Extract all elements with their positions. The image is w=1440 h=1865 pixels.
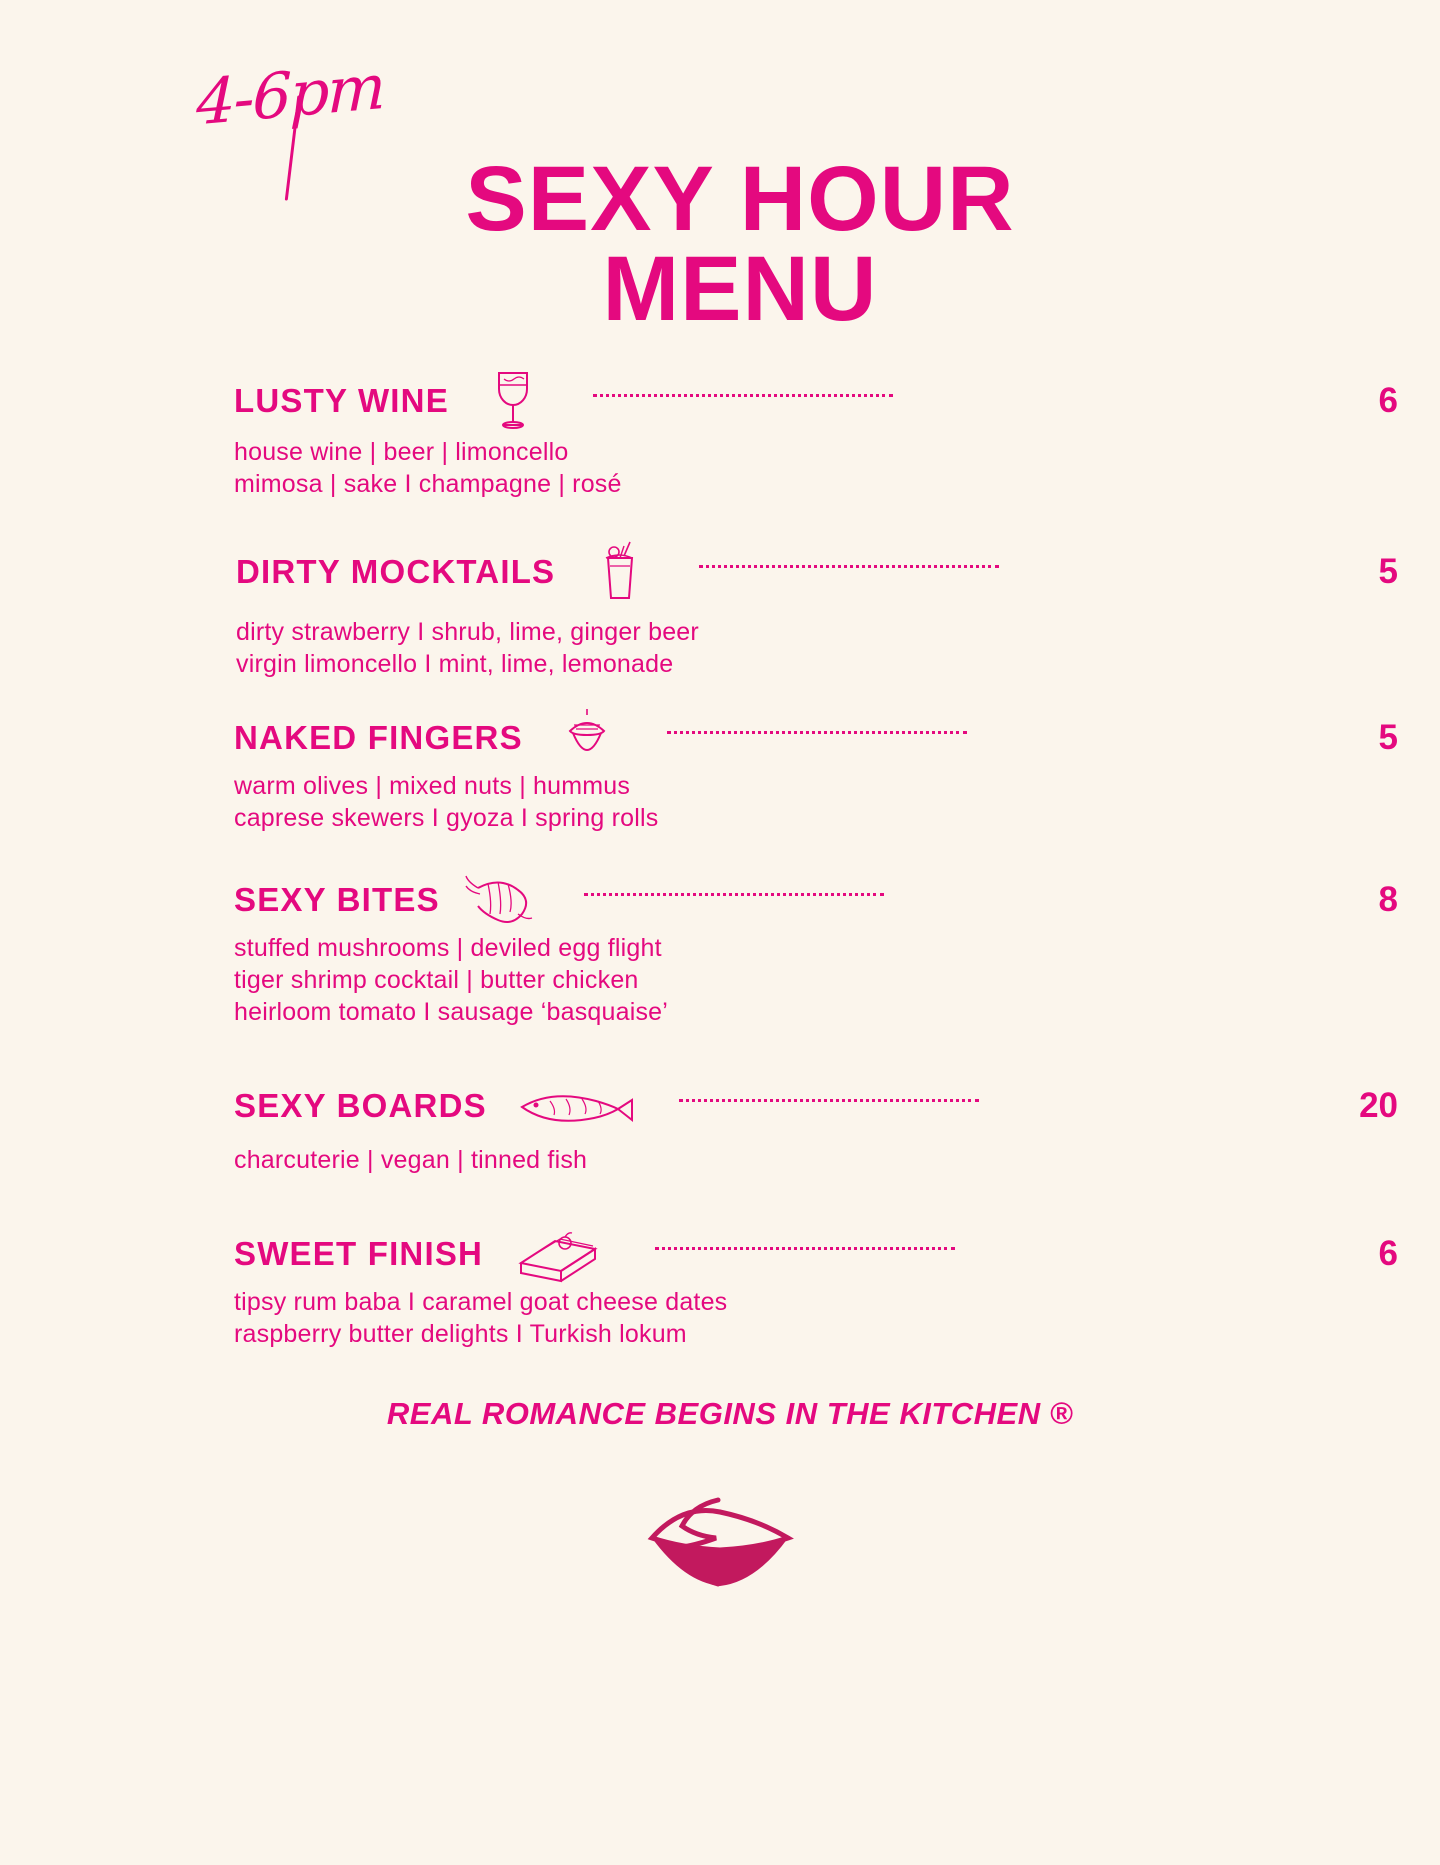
section-price: 6 xyxy=(1378,381,1398,421)
section-header xyxy=(0,1070,1440,1142)
leader-dots xyxy=(679,1099,979,1102)
leader-dots xyxy=(584,893,884,896)
menu-section-dirty-mocktails xyxy=(0,536,1440,680)
section-header xyxy=(0,368,1440,434)
section-header xyxy=(0,1218,1440,1290)
leader-dots xyxy=(655,1247,955,1250)
description-line: caprese skewers I gyoza I spring rolls xyxy=(234,804,659,833)
description-line: stuffed mushrooms | deviled egg flight xyxy=(234,934,662,963)
leader-dots xyxy=(593,394,893,397)
description-line: raspberry butter delights I Turkish lokum xyxy=(234,1320,687,1349)
section-header xyxy=(0,702,1440,774)
leader-dots xyxy=(699,565,999,568)
leader-dots-wrap xyxy=(641,1247,1268,1262)
description-line: dirty strawberry I shrub, lime, ginger beer xyxy=(236,618,699,647)
leader-dots-wrap xyxy=(665,1099,1268,1114)
description-line: virgin limoncello I mint, lime, lemonade xyxy=(236,650,674,679)
lips-logo xyxy=(0,1478,1440,1618)
section-description xyxy=(0,770,1440,834)
cake-slice-icon xyxy=(501,1218,621,1290)
section-title: NAKED FINGERS xyxy=(234,719,523,757)
section-price: 6 xyxy=(1378,1234,1398,1274)
tagline: REAL ROMANCE BEGINS IN THE KITCHEN ® xyxy=(386,1396,1074,1432)
description-line: tipsy rum baba I caramel goat cheese dates xyxy=(234,1288,728,1317)
section-price: 20 xyxy=(1359,1086,1398,1126)
menu-section-sweet-finish xyxy=(0,1218,1440,1350)
page-title-line-2: MENU xyxy=(602,238,878,341)
menu-section-naked-fingers xyxy=(0,702,1440,834)
section-title: LUSTY WINE xyxy=(234,382,449,420)
fish-icon xyxy=(505,1070,645,1142)
description-line: charcuterie | vegan | tinned fish xyxy=(234,1146,588,1175)
leader-dots xyxy=(667,731,967,734)
section-price: 5 xyxy=(1378,552,1398,592)
section-title: SEXY BITES xyxy=(234,881,440,919)
section-title: SEXY BOARDS xyxy=(234,1087,487,1125)
description-line: tiger shrimp cocktail | butter chicken xyxy=(234,966,639,995)
section-price: 5 xyxy=(1378,718,1398,758)
acorn-icon xyxy=(541,702,633,774)
description-line: warm olives | mixed nuts | hummus xyxy=(234,772,631,801)
leader-dots-wrap xyxy=(685,565,1268,580)
menu-section-sexy-bites xyxy=(0,864,1440,1028)
description-line: mimosa | sake I champagne | rosé xyxy=(234,470,622,499)
section-description xyxy=(0,932,1440,1028)
leader-dots-wrap xyxy=(579,394,1268,409)
section-description xyxy=(0,1144,1440,1176)
page-title-line-1: SEXY HOUR xyxy=(465,148,1015,250)
section-description xyxy=(0,616,1440,680)
section-title: SWEET FINISH xyxy=(234,1235,484,1273)
section-description xyxy=(0,1286,1440,1350)
section-price: 8 xyxy=(1378,880,1398,920)
section-title: DIRTY MOCKTAILS xyxy=(236,553,556,591)
menu-header xyxy=(0,0,1440,341)
description-line: heirloom tomato I sausage ‘basquaise’ xyxy=(234,998,669,1027)
time-badge-text: 4-6pm xyxy=(195,49,385,140)
cocktail-glass-icon xyxy=(573,536,665,608)
menu-section-lusty-wine xyxy=(0,368,1440,500)
shrimp-icon xyxy=(458,864,550,936)
leader-dots-wrap xyxy=(653,731,1268,746)
section-description xyxy=(0,436,1440,500)
section-header xyxy=(0,864,1440,936)
menu-list xyxy=(0,368,1440,1350)
menu-section-sexy-boards xyxy=(0,1070,1440,1176)
leader-dots-wrap xyxy=(570,893,1268,908)
section-header xyxy=(0,536,1440,608)
description-line: house wine | beer | limoncello xyxy=(234,438,569,467)
wine-glass-icon xyxy=(467,365,559,437)
